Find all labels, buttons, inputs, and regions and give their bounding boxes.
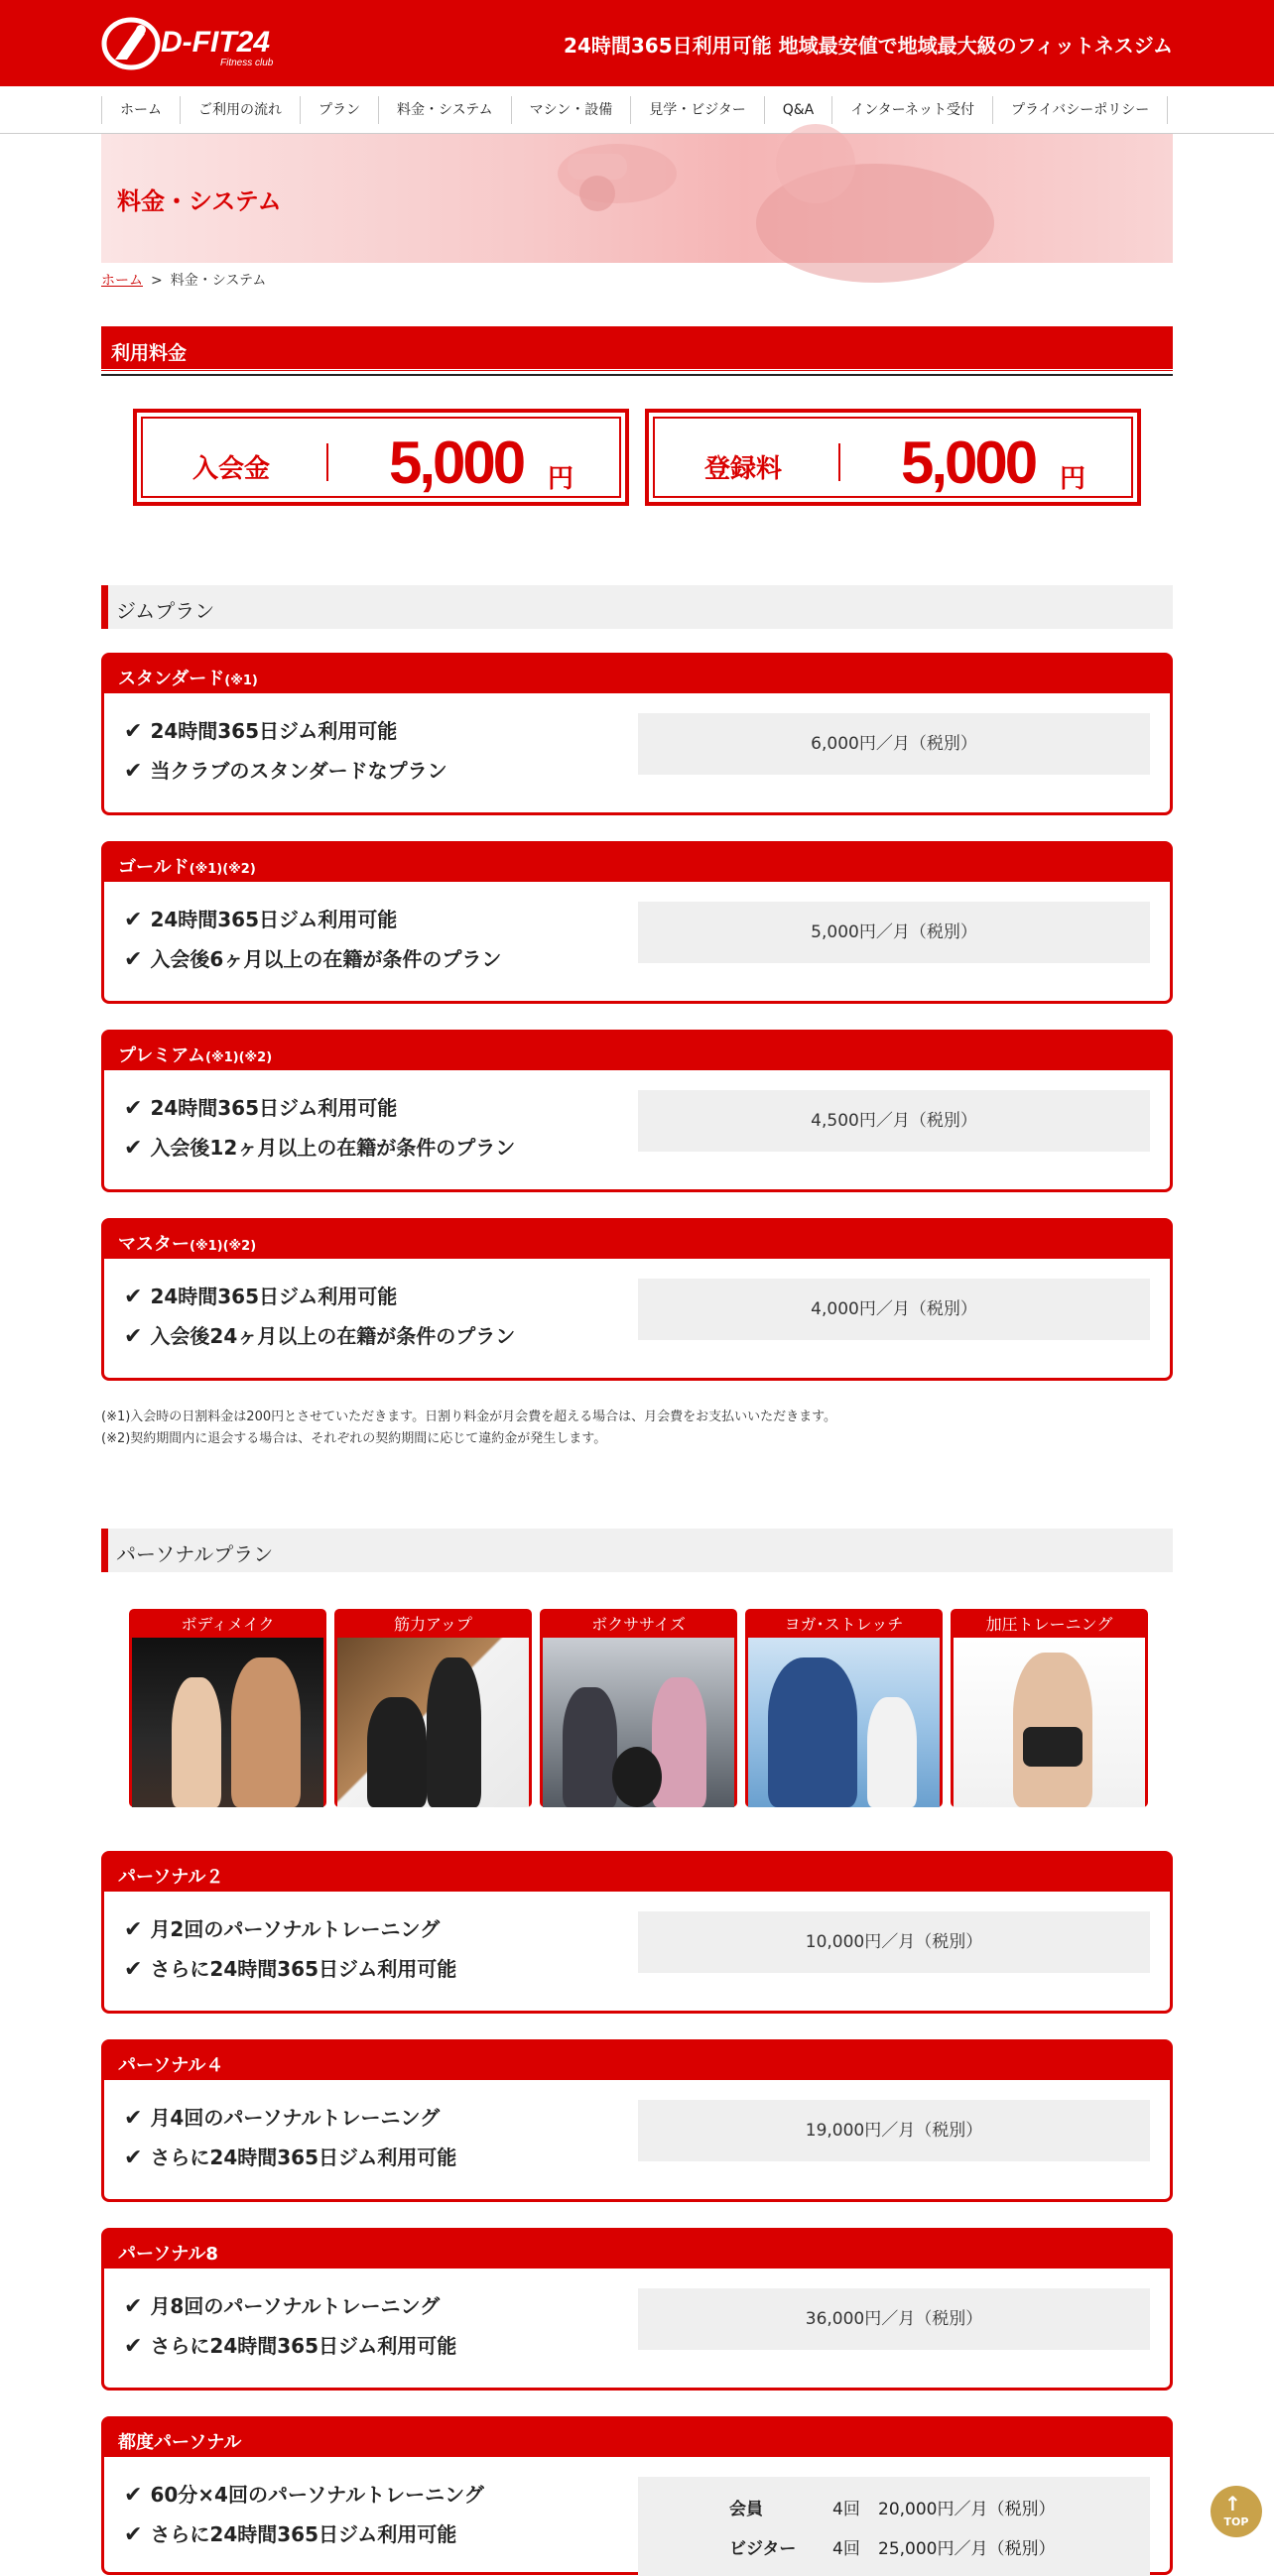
fee-value: 5,000 — [389, 429, 524, 496]
check-icon: ✔ — [124, 2294, 143, 2319]
plan-card-personal-4 — [101, 2039, 1173, 2202]
check-icon: ✔ — [124, 2483, 143, 2508]
breadcrumb-current: 料金・システム — [170, 273, 267, 289]
global-nav — [0, 86, 1274, 134]
tile-photo — [132, 1638, 323, 1807]
fee-unit: 円 — [548, 464, 574, 494]
plan-note: (※1) — [224, 674, 258, 688]
fee-box-admission — [133, 409, 629, 506]
plan-card-personal-2 — [101, 1851, 1173, 2014]
plan-title — [118, 665, 258, 690]
check-icon: ✔ — [124, 2334, 143, 2359]
section-title-personal: パーソナルプラン — [116, 1542, 274, 1566]
plan-feature — [124, 2142, 456, 2170]
logo[interactable] — [101, 14, 329, 71]
page-banner — [101, 134, 1173, 263]
plan-card-header — [104, 1221, 1170, 1259]
price-row-price: 25,000円／月（税別） — [878, 2539, 1056, 2559]
plan-feature — [124, 1913, 440, 1942]
plan-name: パーソナル8 — [118, 2244, 218, 2265]
plan-note: (※1)(※2) — [190, 1239, 257, 1254]
feature-text: さらに24時間365日ジム利用可能 — [150, 2146, 457, 2169]
plan-feature — [124, 2330, 456, 2359]
plan-name: プレミアム — [118, 1045, 206, 1066]
check-icon: ✔ — [124, 2146, 143, 2170]
plan-feature — [124, 1132, 515, 1161]
tile-label: 筋力アップ — [337, 1612, 529, 1638]
plan-card-header — [104, 2419, 1170, 2457]
tile-photo — [337, 1638, 529, 1807]
per-session-price-table — [638, 2477, 1150, 2576]
nav-item-machines[interactable]: マシン・設備 — [512, 96, 632, 124]
check-icon: ✔ — [124, 1917, 143, 1942]
category-tile-bodymake[interactable] — [129, 1609, 326, 1807]
plan-card-standard — [101, 653, 1173, 815]
category-tile-boxercise[interactable] — [540, 1609, 737, 1807]
check-icon: ✔ — [124, 1957, 143, 1982]
plan-feature — [124, 2479, 484, 2508]
arrow-up-icon: ↑ — [1224, 2492, 1241, 2515]
plan-price: 36,000円／月（税別） — [638, 2288, 1150, 2350]
plan-card-gold — [101, 841, 1173, 1004]
feature-text: 24時間365日ジム利用可能 — [150, 1096, 398, 1120]
plan-feature — [124, 904, 397, 932]
plan-feature — [124, 1953, 456, 1982]
plan-title — [118, 1042, 272, 1067]
plan-price: 10,000円／月（税別） — [638, 1911, 1150, 1973]
plan-card-master — [101, 1218, 1173, 1381]
feature-text: 24時間365日ジム利用可能 — [150, 908, 398, 931]
nav-item-privacy[interactable]: プライバシーポリシー — [993, 96, 1168, 124]
section-title-gym-plans: ジムプラン — [116, 599, 215, 623]
feature-text: 月8回のパーソナルトレーニング — [150, 2294, 441, 2318]
logo-subtext: Fitness club — [220, 58, 274, 68]
plan-card-header — [104, 2231, 1170, 2269]
plan-name: 都度パーソナル — [118, 2432, 242, 2453]
plan-name: パーソナル２ — [118, 1867, 224, 1888]
plan-card-premium — [101, 1030, 1173, 1192]
plan-feature — [124, 2102, 440, 2131]
site-header — [0, 0, 1274, 86]
plan-notes — [101, 1407, 836, 1450]
plan-name: スタンダード — [118, 669, 225, 689]
plan-title — [118, 1230, 256, 1256]
fee-divider — [838, 443, 840, 481]
fee-label: 入会金 — [192, 454, 271, 484]
plan-price: 5,000円／月（税別） — [638, 902, 1150, 963]
fee-divider — [326, 443, 328, 481]
breadcrumb — [101, 270, 266, 290]
plan-feature — [124, 2518, 456, 2547]
category-tile-yoga[interactable] — [745, 1609, 943, 1807]
check-icon: ✔ — [124, 2522, 143, 2547]
plan-price: 4,500円／月（税別） — [638, 1090, 1150, 1152]
logo-text: D-FIT24 — [161, 26, 271, 59]
feature-text: 入会後6ヶ月以上の在籍が条件のプラン — [150, 947, 502, 971]
plan-card-header — [104, 844, 1170, 882]
feature-text: 60分×4回のパーソナルトレーニング — [150, 2483, 484, 2507]
nav-item-home[interactable]: ホーム — [102, 96, 181, 124]
plan-name: パーソナル４ — [118, 2055, 224, 2076]
check-icon: ✔ — [124, 1136, 143, 1161]
plan-price: 4,000円／月（税別） — [638, 1279, 1150, 1340]
feature-text: さらに24時間365日ジム利用可能 — [150, 2334, 457, 2358]
plan-card-header — [104, 1033, 1170, 1070]
page-title: 料金・システム — [117, 187, 282, 215]
feature-text: 24時間365日ジム利用可能 — [150, 719, 398, 743]
tile-photo — [748, 1638, 940, 1807]
plan-feature — [124, 755, 447, 784]
nav-item-internet[interactable]: インターネット受付 — [832, 96, 993, 124]
price-row — [638, 2534, 1150, 2558]
plan-feature — [124, 1320, 515, 1349]
feature-text: 当クラブのスタンダードなプラン — [150, 759, 447, 783]
plan-card-header — [104, 1854, 1170, 1892]
back-to-top-button[interactable] — [1210, 2486, 1262, 2537]
note-line: (※2)契約期間内に退会する場合は、それぞれの契約期間に応じて違約金が発生します。 — [101, 1431, 607, 1446]
plan-card-header — [104, 2042, 1170, 2080]
plan-feature — [124, 1092, 397, 1121]
feature-text: さらに24時間365日ジム利用可能 — [150, 1957, 457, 1981]
price-row-count: 4回 — [832, 2500, 860, 2519]
nav-item-qa[interactable]: Q&A — [765, 96, 833, 124]
tile-photo — [954, 1638, 1145, 1807]
feature-text: 月2回のパーソナルトレーニング — [150, 1917, 441, 1941]
feature-text: 月4回のパーソナルトレーニング — [150, 2106, 441, 2130]
category-tile-strength[interactable] — [334, 1609, 532, 1807]
nav-item-plan[interactable]: プラン — [301, 96, 379, 124]
plan-name: マスター — [118, 1234, 190, 1255]
section-header-personal — [101, 1529, 1173, 1572]
fee-box-inner — [141, 417, 621, 498]
price-row-type: 会員 — [729, 2500, 763, 2519]
plan-title — [118, 853, 256, 879]
check-icon: ✔ — [124, 1096, 143, 1121]
plan-note: (※1)(※2) — [189, 862, 256, 877]
plan-price: 6,000円／月（税別） — [638, 713, 1150, 775]
tile-label: ボディメイク — [132, 1612, 323, 1638]
plan-note: (※1)(※2) — [205, 1050, 273, 1065]
check-icon: ✔ — [124, 2106, 143, 2131]
plan-feature — [124, 2290, 440, 2319]
top-button-label: TOP — [1223, 2515, 1249, 2528]
price-row-count: 4回 — [832, 2539, 860, 2559]
plan-feature — [124, 715, 397, 744]
breadcrumb-separator: > — [151, 273, 163, 289]
header-tagline: 24時間365日利用可能 地域最安値で地域最大級のフィットネスジム — [564, 34, 1173, 58]
feature-text: 入会後24ヶ月以上の在籍が条件のプラン — [150, 1324, 516, 1348]
tile-label: 加圧トレーニング — [954, 1612, 1145, 1638]
section-header-gym-plans — [101, 585, 1173, 629]
check-icon: ✔ — [124, 719, 143, 744]
nav-item-pricing[interactable]: 料金・システム — [379, 96, 512, 124]
section-header-fees — [101, 326, 1173, 372]
category-tile-kaatsu[interactable] — [951, 1609, 1148, 1807]
tile-label: ボクササイズ — [543, 1612, 734, 1638]
feature-text: 入会後12ヶ月以上の在籍が条件のプラン — [150, 1136, 516, 1160]
fee-box-registration — [645, 409, 1141, 506]
plan-feature — [124, 1281, 397, 1309]
fee-value: 5,000 — [901, 429, 1036, 496]
plan-price: 19,000円／月（税別） — [638, 2100, 1150, 2161]
note-line: (※1)入会時の日割料金は200円とさせていただきます。日割り料金が月会費を超える場合は、月会費をお支払いいただきます。 — [101, 1410, 837, 1424]
plan-card-personal-8 — [101, 2228, 1173, 2391]
fee-unit: 円 — [1060, 464, 1086, 494]
price-row-type: ビジター — [729, 2539, 797, 2559]
price-row — [638, 2495, 1150, 2518]
fee-label: 登録料 — [704, 454, 783, 484]
fee-box-inner — [653, 417, 1133, 498]
check-icon: ✔ — [124, 1324, 143, 1349]
section-underline — [101, 374, 1173, 376]
plan-feature — [124, 943, 501, 972]
plan-name: ゴールド — [118, 857, 190, 878]
plan-card-header — [104, 656, 1170, 693]
feature-text: さらに24時間365日ジム利用可能 — [150, 2522, 457, 2546]
breadcrumb-home[interactable]: ホーム — [101, 273, 143, 289]
plan-card-per-session — [101, 2416, 1173, 2575]
nav-item-flow[interactable]: ご利用の流れ — [181, 96, 301, 124]
check-icon: ✔ — [124, 908, 143, 932]
tile-photo — [543, 1638, 734, 1807]
nav-item-visitor[interactable]: 見学・ビジター — [631, 96, 764, 124]
check-icon: ✔ — [124, 1285, 143, 1309]
tile-label: ヨガ･ストレッチ — [748, 1612, 940, 1638]
price-row-price: 20,000円／月（税別） — [878, 2500, 1056, 2519]
check-icon: ✔ — [124, 947, 143, 972]
check-icon: ✔ — [124, 759, 143, 784]
nav-list — [101, 96, 1168, 124]
section-title-fees: 利用料金 — [111, 342, 188, 364]
feature-text: 24時間365日ジム利用可能 — [150, 1285, 398, 1308]
